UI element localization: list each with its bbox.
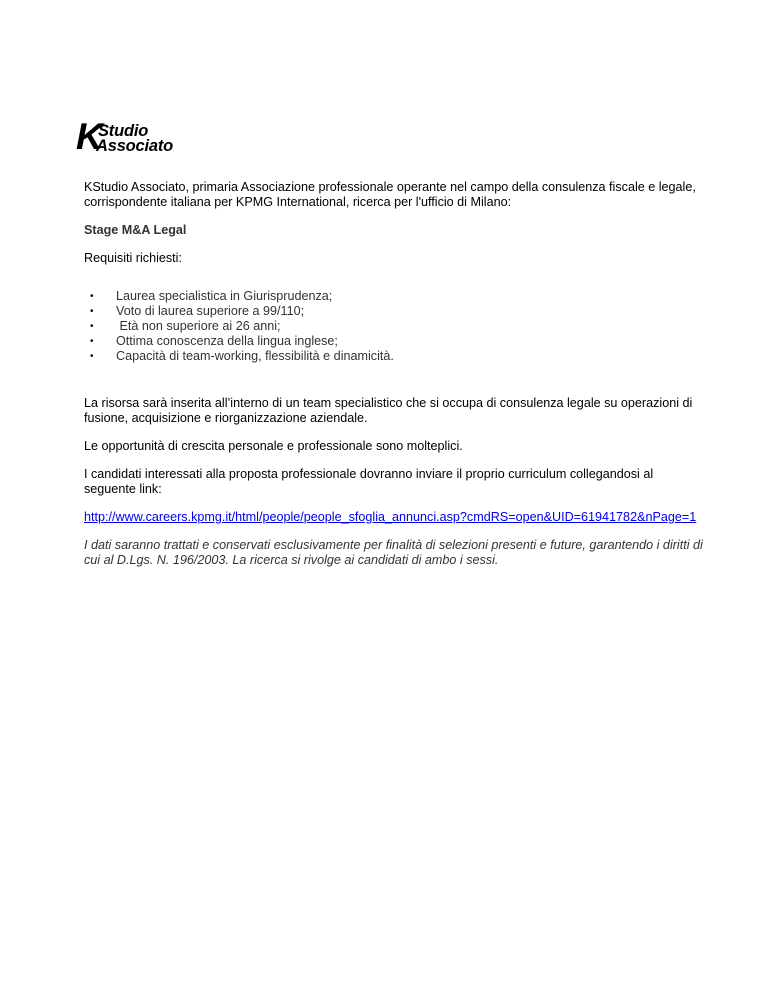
kstudio-logo (76, 116, 188, 157)
document-body (84, 180, 704, 568)
bullet-icon: • (90, 321, 94, 332)
logo-letter-k: K (76, 116, 103, 157)
list-item (84, 289, 704, 304)
list-item (84, 349, 704, 364)
position-title: Stage M&A Legal (84, 223, 187, 237)
list-item (84, 334, 704, 349)
bullet-icon: • (90, 351, 94, 362)
careers-link[interactable]: http://www.careers.kpmg.it/html/people/people_sfoglia_annunci.asp?cmdRS=open&UID=61941782&nPage=1 (84, 510, 697, 524)
requirement-text: Ottima conoscenza della lingua inglese; (116, 334, 338, 348)
intro-paragraph: KStudio Associato, primaria Associazione professionale operante nel campo della consulenza fiscale e legale, corrispondente italiana per KPMG International, ricerca per l'ufficio di Milano: (84, 180, 696, 209)
requirement-text: Età non superiore ai 26 anni; (116, 319, 281, 333)
bullet-icon: • (90, 306, 94, 317)
team-paragraph: La risorsa sarà inserita all’interno di un team specialistico che si occupa di consulenza legale su operazioni di fusione, acquisizione e riorganizzazione aziendale. (84, 396, 693, 425)
growth-paragraph: Le opportunità di crescita personale e professionale sono molteplici. (84, 439, 463, 453)
requirements-label: Requisiti richiesti: (84, 251, 182, 265)
logo-text-studio: Studio (98, 122, 149, 140)
bullet-icon: • (90, 336, 94, 347)
requirement-text: Voto di laurea superiore a 99/110; (116, 304, 305, 318)
logo-text-associato: Associato (96, 137, 174, 155)
apply-paragraph: I candidati interessati alla proposta professionale dovranno inviare il proprio curriculum collegandosi al seguente link: (84, 467, 654, 496)
requirement-text: Capacità di team-working, flessibilità e dinamicità. (116, 349, 394, 363)
requirements-list (84, 289, 704, 364)
list-item (84, 304, 704, 319)
bullet-icon: • (90, 291, 94, 302)
privacy-disclaimer: I dati saranno trattati e conservati esclusivamente per finalità di selezioni presenti e future, garantendo i diritti di cui al D.Lgs. N. 196/2003. La ricerca si rivolge ai candidati di ambo i sessi. (84, 538, 703, 567)
requirement-text: Laurea specialistica in Giurisprudenza; (116, 289, 333, 303)
list-item (84, 319, 704, 334)
